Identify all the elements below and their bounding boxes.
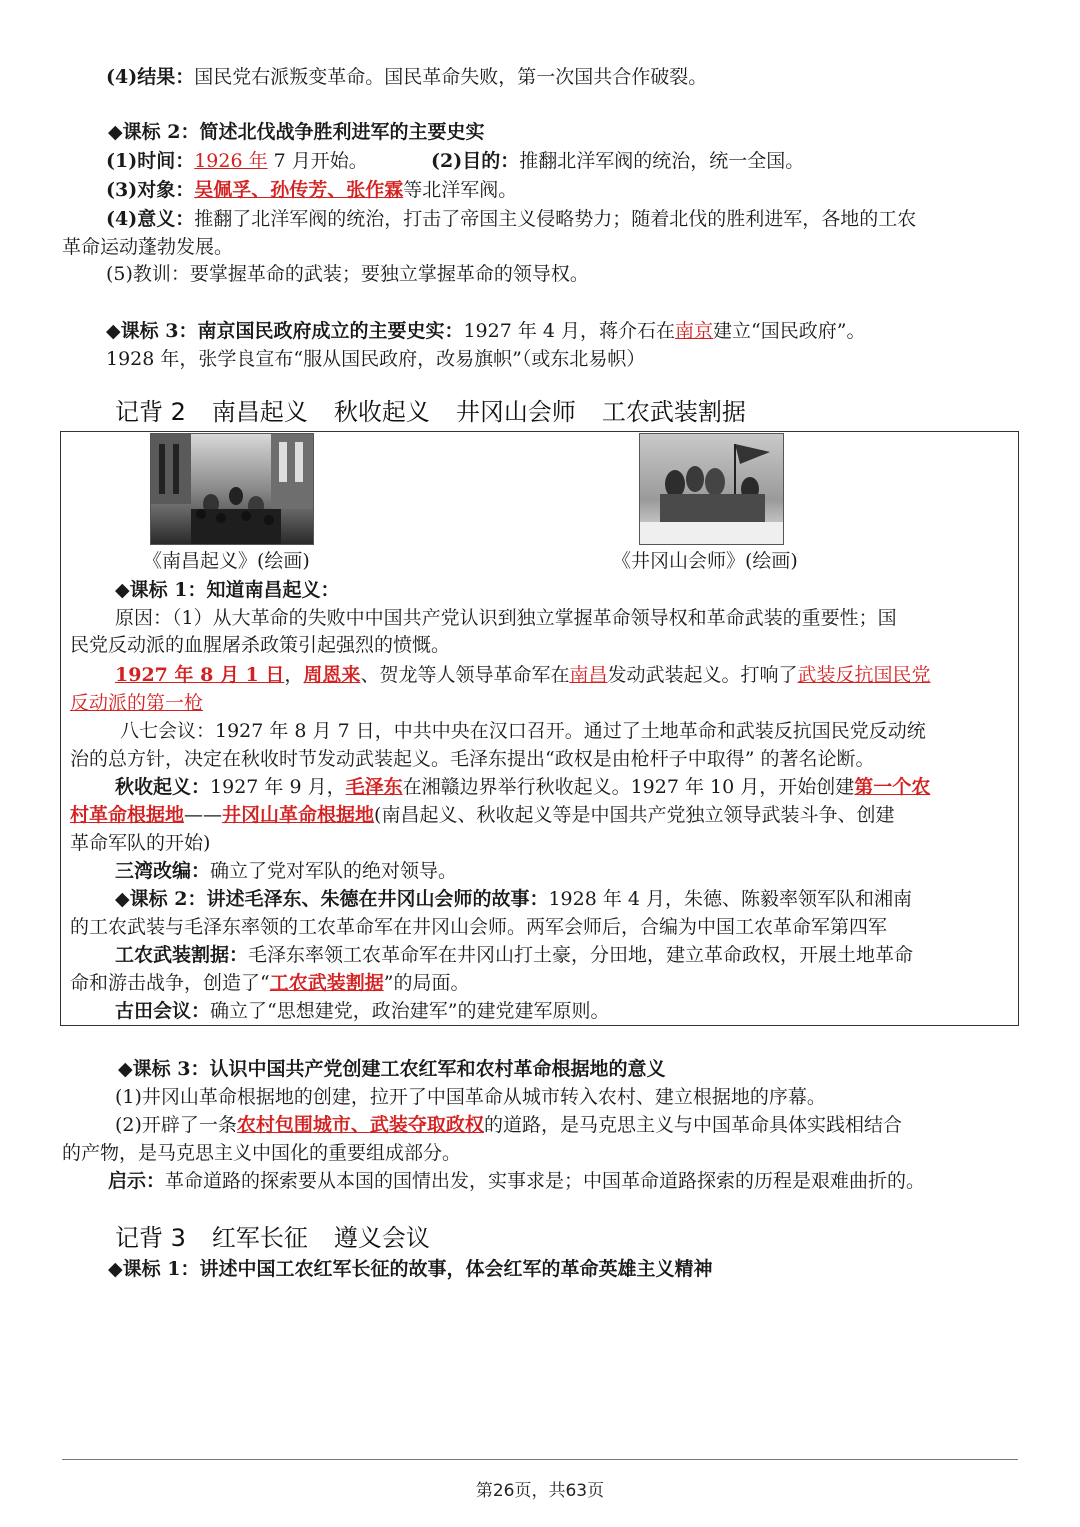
significance-2-line1: [115, 1111, 902, 1139]
section-2-t3: 井冈山会师: [455, 398, 576, 426]
significance-2-red: 农村包围城市、武装夺取政权: [236, 1114, 484, 1136]
gongnong-post2: ”的局面。: [383, 972, 470, 994]
standard-3-post: 建立“国民政府”。: [713, 320, 866, 342]
mao-zedong: 毛泽东: [345, 776, 403, 798]
sanwan-label: 三湾改编：: [115, 860, 211, 882]
target-line: [106, 176, 517, 204]
jinggangshan-caption: 《井冈山会师》(绘画): [612, 550, 798, 572]
autumn-line3: 革命军队的开始): [70, 832, 211, 854]
box-standard-2-text: 1928 年 4 月，朱德、陈毅率领军队和湘南: [548, 888, 913, 910]
significance-2-pre: (2)开辟了一条: [115, 1114, 237, 1136]
zhou-enlai: 周恩来: [303, 664, 361, 686]
lesson-line: (5)教训：要掌握革命的武装；要独立掌握革命的领导权。: [106, 263, 589, 285]
purpose-text: 推翻北洋军阀的统治，统一全国。: [519, 150, 805, 172]
sanwan-text: 确立了党对军队的绝对领导。: [210, 860, 458, 882]
gongnong-line1: [115, 941, 913, 969]
nanchang-line2: [70, 689, 203, 717]
sanwan-line: [115, 857, 457, 885]
result-text: 国民党右派叛变革命。国民革命失败，第一次国共合作破裂。: [194, 66, 708, 88]
first-shot-2: 反动派的第一枪: [70, 692, 204, 714]
standard-2-heading: ◆课标 2：简述北伐战争胜利进军的主要史实: [108, 121, 485, 143]
nanchang-place: 南昌: [569, 664, 608, 686]
meaning-text: 推翻了北洋军阀的统治，打击了帝国主义侵略势力；随着北伐的胜利进军，各地的工农: [194, 208, 917, 230]
cause-line1: 原因：（1）从大革命的失败中中国共产党认识到独立掌握革命领导权和革命武装的重要性；国: [115, 607, 897, 629]
autumn-pre: 1927 年 9 月，: [210, 776, 346, 798]
section-2-t2: 秋收起义: [333, 398, 430, 426]
purpose-label: (2)目的：: [431, 150, 520, 172]
qishi-text: 革命道路的探索要从本国的国情出发，实事求是；中国革命道路探索的历程是艰难曲折的。: [165, 1170, 926, 1192]
gutian-label: 古田会议：: [115, 1000, 211, 1022]
section-2-heading: [115, 396, 772, 428]
nanjing-red: 南京: [675, 320, 714, 342]
autumn-dash: ——: [184, 804, 223, 826]
qishi-label: 启示：: [108, 1170, 166, 1192]
gongnong-line2: [70, 969, 469, 997]
autumn-mid: 在湘赣边界举行秋收起义。1927 年 10 月，开始创建: [402, 776, 855, 798]
target-red: 吴佩孚、孙传芳、张作霖: [194, 179, 404, 201]
standard-3-line2: 1928 年，张学良宣布“服从国民政府，改易旗帜”（或东北易帜）: [106, 348, 646, 370]
nanchang-caption: 《南昌起义》(绘画): [143, 550, 310, 572]
standard-3-pre: 1927 年 4 月，蒋介石在: [463, 320, 676, 342]
footer-divider: [62, 1459, 1018, 1460]
nanchang-painting: [150, 433, 314, 545]
nanchang-mid: 、贺龙等人领导革命军在: [360, 664, 570, 686]
box-standard-2-line1: [115, 885, 912, 913]
nanchang-line1: [115, 661, 931, 689]
jinggangshan-painting: [639, 433, 784, 545]
section-2-t4: 工农武装割据: [601, 398, 746, 426]
nanchang-date: 1927 年 8 月 1 日: [115, 664, 285, 686]
autumn-tail: (南昌起义、秋收起义等是中国共产党独立领导武装斗争、创建: [374, 804, 895, 826]
section-3-t1: 红军长征: [211, 1224, 308, 1252]
first-base-2: 村革命根据地: [70, 804, 185, 826]
autumn-line2: [70, 801, 894, 829]
standard-3b-heading: ◆课标 3：认识中国共产党创建工农红军和农村革命根据地的意义: [118, 1058, 666, 1080]
standard-1c-heading: ◆课标 1：讲述中国工农红军长征的故事，体会红军的革命英雄主义精神: [108, 1258, 713, 1280]
autumn-label: 秋收起义：: [115, 776, 211, 798]
significance-1: (1)井冈山革命根据地的创建，拉开了中国革命从城市转入农村、建立根据地的序幕。: [115, 1086, 826, 1108]
section-2-t1: 南昌起义: [211, 398, 308, 426]
section-2-num: 记背 2: [115, 398, 186, 426]
section-3-num: 记背 3: [115, 1224, 186, 1252]
standard-3-line: [106, 317, 865, 345]
result-line: [106, 63, 707, 91]
meeting-87-line1: 八七会议：1927 年 8 月 7 日，中共中央在汉口召开。通过了土地革命和武装反抗国民党反动统: [120, 720, 926, 742]
autumn-line1: [115, 773, 930, 801]
gutian-line: [115, 997, 609, 1025]
meaning-line1: [106, 205, 916, 233]
target-label: (3)对象：: [106, 179, 195, 201]
purpose: [431, 147, 804, 175]
box-standard-2-label: ◆课标 2：讲述毛泽东、朱德在井冈山会师的故事：: [115, 888, 549, 910]
time-label: (1)时间：: [106, 150, 195, 172]
jgs-base: 井冈山革命根据地: [222, 804, 375, 826]
target-rest: 等北洋军阀。: [403, 179, 518, 201]
time-line: [106, 147, 1006, 175]
gongnong-text: 毛泽东率领工农革命军在井冈山打土豪，分田地，建立革命政权，开展土地革命: [248, 944, 914, 966]
jinggangshan-painting-image: [640, 434, 783, 544]
meaning-line2: 革命运动蓬勃发展。: [62, 236, 234, 258]
cause-line2: 民党反动派的血腥屠杀政策引起强烈的愤慨。: [70, 634, 451, 656]
gongnong-red: 工农武装割据: [269, 972, 384, 994]
time-red: 1926 年: [194, 150, 268, 172]
time-rest: 7 月开始。: [267, 150, 368, 172]
significance-2-line2: 的产物，是马克思主义中国化的重要组成部分。: [62, 1142, 462, 1164]
meaning-label: (4)意义：: [106, 208, 195, 230]
box-standard-2-line2: 的工农武装与毛泽东率领的工农革命军在井冈山会师。两军会师后，合编为中国工农革命军第四军: [70, 916, 888, 938]
gongnong-label: 工农武装割据：: [115, 944, 249, 966]
first-base-1: 第一个农: [854, 776, 931, 798]
result-label: (4)结果：: [106, 66, 195, 88]
nanchang-post: 发动武装起义。打响了: [607, 664, 798, 686]
first-shot-1: 武装反抗国民党: [797, 664, 931, 686]
section-3-t2: 遵义会议: [333, 1224, 430, 1252]
page-number: 第26页，共63页: [475, 1481, 605, 1501]
qishi-line: [108, 1167, 925, 1195]
gongnong-pre2: 命和游击战争，创造了“: [70, 972, 270, 994]
gutian-text: 确立了“思想建党，政治建军”的建党建军原则。: [210, 1000, 610, 1022]
section-3-heading: [115, 1222, 456, 1254]
significance-2-post: 的道路，是马克思主义与中国革命具体实践相结合: [483, 1114, 902, 1136]
box-standard-1: ◆课标 1：知道南昌起义：: [115, 579, 340, 601]
nanchang-sep: ，: [284, 664, 304, 686]
nanchang-painting-image: [151, 434, 313, 544]
meeting-87-line2: 治的总方针，决定在秋收时节发动武装起义。毛泽东提出“政权是由枪杆子中取得” 的著名论断。: [70, 748, 875, 770]
standard-3-label: ◆课标 3：南京国民政府成立的主要史实：: [106, 320, 464, 342]
